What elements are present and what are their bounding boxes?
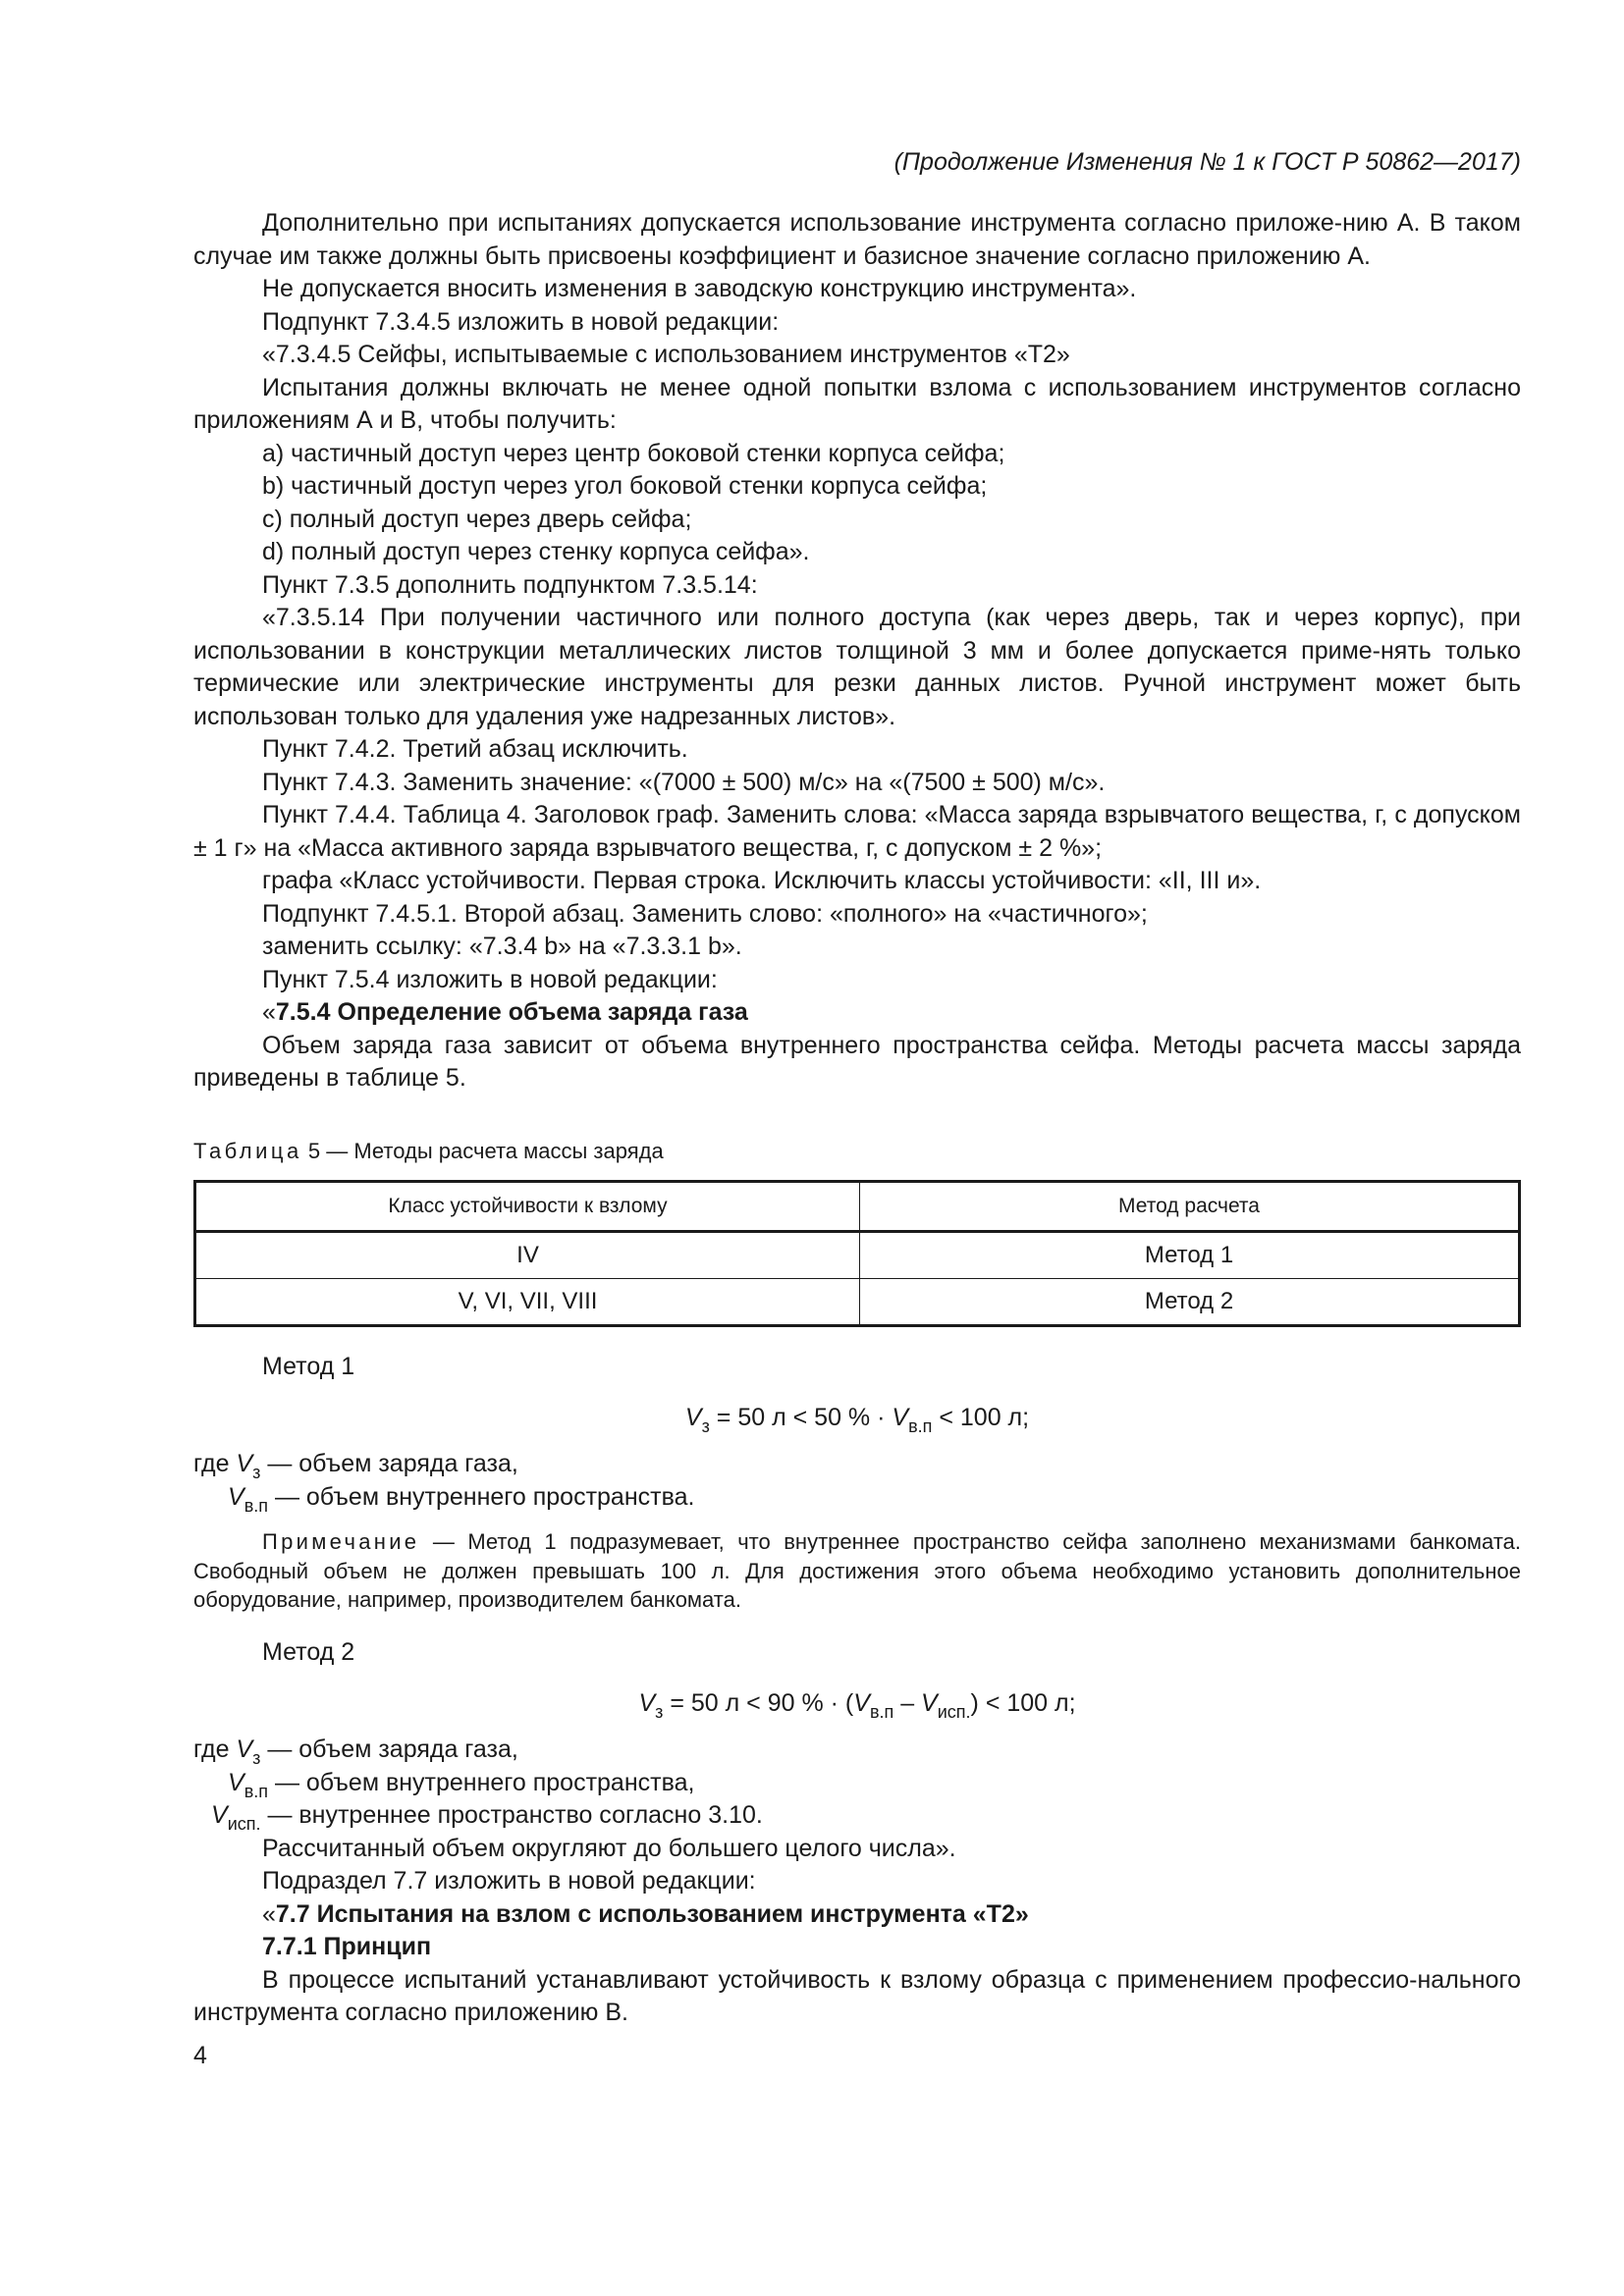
paragraph: графа «Класс устойчивости. Первая строка. Исключить классы устойчивости: «II, III и». xyxy=(262,867,1262,894)
list-item: b) частичный доступ через угол боковой стенки корпуса сейфа; xyxy=(262,472,988,500)
sub-z: з xyxy=(655,1702,664,1722)
formula-text: = 50 л < 90 % · ( xyxy=(663,1689,854,1717)
paragraph: Подраздел 7.7 изложить в новой редакции: xyxy=(262,1867,756,1895)
sub-vp: в.п xyxy=(244,1495,268,1516)
var-v: V xyxy=(211,1801,228,1829)
page-header: (Продолжение Изменения № 1 к ГОСТ Р 50862—2017) xyxy=(893,148,1521,176)
sub-isp: исп. xyxy=(937,1702,971,1722)
table-caption-label: Таблица xyxy=(193,1138,302,1163)
var-v: V xyxy=(853,1689,870,1717)
paragraph: Пункт 7.4.3. Заменить значение: «(7000 ± 500) м/с» на «(7500 ± 500) м/с». xyxy=(262,768,1106,796)
formula-text: < 100 л; xyxy=(932,1404,1030,1431)
table-cell: Метод 2 xyxy=(860,1278,1520,1325)
where-word: где xyxy=(193,1735,237,1763)
page-number: 4 xyxy=(193,2042,207,2069)
where-line xyxy=(193,1448,1521,1481)
document-body xyxy=(193,207,1521,2030)
formula-method-2 xyxy=(193,1686,1521,1720)
table-caption xyxy=(193,1137,1521,1166)
section-title: 7.7 Испытания на взлом с использованием инструмента «Т2» xyxy=(275,1899,1029,1928)
var-v: V xyxy=(228,1482,244,1511)
sub-vp: в.п xyxy=(908,1416,933,1436)
sub-vp: в.п xyxy=(244,1781,268,1801)
sub-vp: в.п xyxy=(869,1702,894,1722)
section-heading-7-7 xyxy=(193,1898,1521,1932)
section-title: 7.7.1 Принцип xyxy=(262,1933,432,1960)
var-v: V xyxy=(236,1735,253,1763)
note-label: Примечание xyxy=(262,1529,420,1554)
section-title: 7.5.4 Определение объема заряда газа xyxy=(275,998,748,1026)
paragraph: Рассчитанный объем округляют до большего целого числа». xyxy=(262,1834,956,1862)
quote-mark: « xyxy=(262,1899,276,1928)
formula-text: – xyxy=(893,1689,922,1717)
table-5 xyxy=(193,1180,1521,1327)
table-caption-text: 5 — Методы расчета массы заряда xyxy=(301,1138,664,1163)
var-v: V xyxy=(921,1689,938,1717)
where-line xyxy=(193,1481,1521,1515)
table-cell: V, VI, VII, VIII xyxy=(195,1278,860,1325)
paragraph: «7.3.4.5 Сейфы, испытываемые с использованием инструментов «Т2» xyxy=(262,341,1070,368)
var-v: V xyxy=(638,1689,656,1717)
definition: — объем заряда газа, xyxy=(260,1450,518,1477)
table-cell: IV xyxy=(195,1231,860,1278)
method-1-title: Метод 1 xyxy=(262,1352,355,1380)
paragraph: Пункт 7.3.5 дополнить подпунктом 7.3.5.14: xyxy=(262,570,758,599)
var-v: V xyxy=(684,1404,702,1431)
definition: — объем внутреннего пространства, xyxy=(268,1768,695,1796)
sub-z: з xyxy=(252,1463,261,1482)
where-word: где xyxy=(193,1450,237,1477)
var-v: V xyxy=(236,1450,253,1477)
paragraph: Дополнительно при испытаниях допускается использование инструмента согласно приложе-нию А. В таком случае им также должны быть присвоены коэффициент и базисное значение согласно приложению А. xyxy=(193,209,1521,270)
note xyxy=(193,1527,1521,1615)
table-header-row xyxy=(195,1181,1520,1231)
paragraph: Пункт 7.5.4 изложить в новой редакции: xyxy=(262,965,718,993)
sub-z: з xyxy=(701,1416,710,1436)
table-header-cell: Метод расчета xyxy=(860,1181,1520,1231)
paragraph: В процессе испытаний устанавливают устойчивость к взлому образца с применением профессио-нального инструмента согласно приложению В. xyxy=(193,1965,1521,2026)
formula-text: ) < 100 л; xyxy=(970,1689,1076,1717)
table-header-cell: Класс устойчивости к взлому xyxy=(195,1181,860,1231)
list-item: a) частичный доступ через центр боковой стенки корпуса сейфа; xyxy=(262,439,1005,467)
var-v: V xyxy=(228,1768,244,1796)
list-item: c) полный доступ через дверь сейфа; xyxy=(262,505,692,533)
section-heading-7-5-4 xyxy=(193,996,1521,1030)
paragraph: Подпункт 7.4.5.1. Второй абзац. Заменить слово: «полного» на «частичного»; xyxy=(262,899,1148,928)
paragraph: Пункт 7.4.2. Третий абзац исключить. xyxy=(262,735,688,763)
where-line xyxy=(193,1767,1521,1800)
paragraph: заменить ссылку: «7.3.4 b» на «7.3.3.1 b». xyxy=(262,933,742,960)
definition: — объем внутреннего пространства. xyxy=(268,1482,695,1511)
paragraph: Пункт 7.4.4. Таблица 4. Заголовок граф. Заменить слова: «Масса заряда взрывчатого вещества, г, с допуском ± 1 г» на «Масса активного заряда взрывчатого вещества, г, с допуском ± 2 %»; xyxy=(193,801,1521,862)
paragraph: «7.3.5.14 При получении частичного или полного доступа (как через дверь, так и через корпус), при использовании в конструкции металлических листов толщиной 3 мм и более допускается приме-нять только термические или электрические инструменты для резки данных листов. Ручной инструмент может быть использован только для удаления уже надрезанных листов». xyxy=(193,604,1521,730)
note-text: — Метод 1 подразумевает, что внутреннее пространство сейфа заполнено механизмами банкомата. Свободный объем не должен превышать 100 л. Для достижения этого объема необходимо установить дополнительное оборудование, например, производителем банкомата. xyxy=(193,1529,1521,1612)
definition: — объем заряда газа, xyxy=(260,1735,518,1763)
formula-text: = 50 л < 50 % · xyxy=(709,1404,893,1431)
table-row xyxy=(195,1278,1520,1325)
paragraph: Не допускается вносить изменения в заводскую конструкцию инструмента». xyxy=(262,275,1137,302)
table-cell: Метод 1 xyxy=(860,1231,1520,1278)
document-page xyxy=(193,0,1521,2296)
paragraph: Испытания должны включать не менее одной попытки взлома с использованием инструментов согласно приложениям А и В, чтобы получить: xyxy=(193,373,1521,434)
sub-isp: исп. xyxy=(227,1814,261,1834)
paragraph: Объем заряда газа зависит от объема внутреннего пространства сейфа. Методы расчета массы заряда приведены в таблице 5. xyxy=(193,1031,1521,1092)
sub-z: з xyxy=(252,1748,261,1768)
section-heading-7-7-1 xyxy=(193,1931,1521,1964)
method-2-title: Метод 2 xyxy=(262,1637,355,1666)
definition: — внутреннее пространство согласно 3.10. xyxy=(260,1801,763,1829)
var-v: V xyxy=(892,1404,909,1431)
where-line xyxy=(193,1734,1521,1767)
quote-mark: « xyxy=(262,998,276,1026)
formula-method-1 xyxy=(193,1401,1521,1434)
table-row xyxy=(195,1231,1520,1278)
paragraph: Подпункт 7.3.4.5 изложить в новой редакции: xyxy=(262,307,780,336)
where-line xyxy=(193,1799,1521,1833)
list-item: d) полный доступ через стенку корпуса сейфа». xyxy=(262,538,810,565)
